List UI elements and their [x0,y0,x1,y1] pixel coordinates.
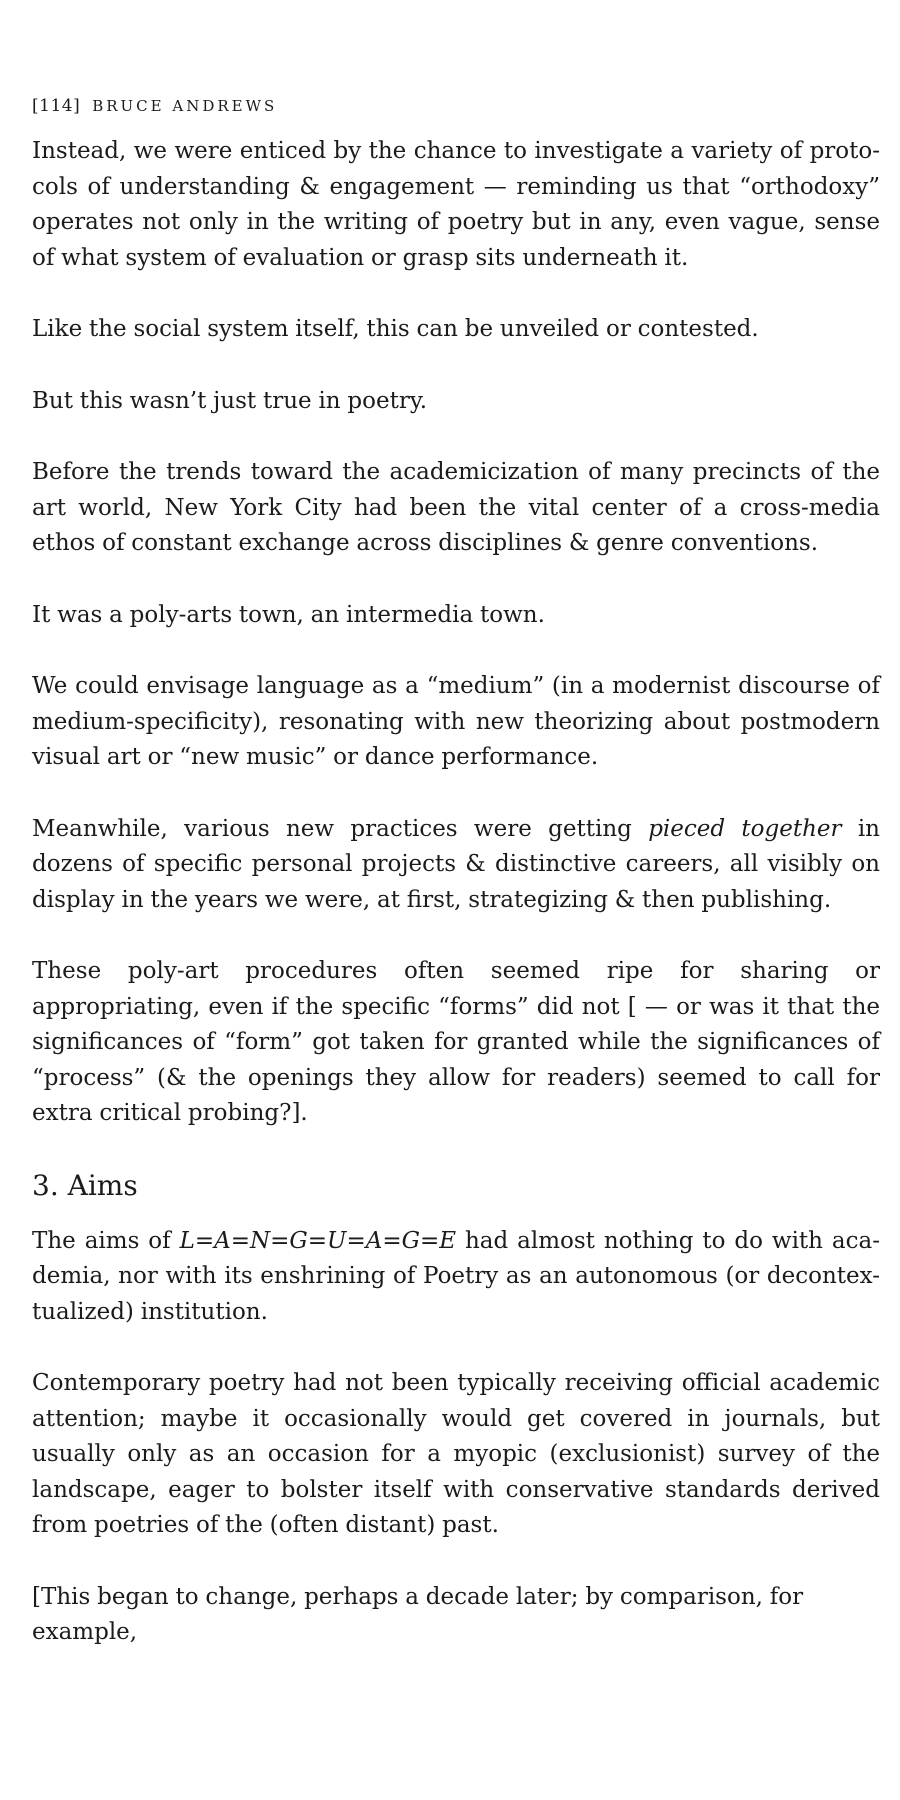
text-run: The aims of [32,1227,180,1254]
running-head [32,96,277,116]
paragraph-aims [32,1224,880,1331]
paragraph: Instead, we were enticed by the chance to investigate a variety of proto-cols of understanding & engagement — reminding us that “orthodoxy” operates not only in the writing of poetry but in any, even vague, sense of what system of evaluation or grasp sits underneath it. [32,138,880,271]
paragraph: We could envisage language as a “medium” (in a modernist discourse of medium-specificity), resonating with new theorizing about postmodern visual art or “new music” or dance performance. [32,673,880,770]
page-number: [114] [32,96,81,116]
paragraph: Like the social system itself, this can be unveiled or contested. [32,316,759,342]
paragraph-meanwhile [32,812,880,919]
paragraph: Contemporary poetry had not been typically receiving official academic attention; maybe it occasionally would get covered in journals, but usually only as an occasion for a myopic (exclusionist) survey of the landscape, eager to bolster itself with conservative standards derived from poetries of the (often distant) past. [32,1370,880,1538]
paragraph: Before the trends toward the academicization of many precincts of the art world, New York City had been the vital center of a cross-media ethos of constant exchange across disciplines & genre conventions. [32,459,880,556]
body-text [32,134,880,1687]
text-run: in dozens of specific personal projects & distinctive careers, all visibly on display in the years we were, at first, strategizing & then publishing. [32,815,880,913]
author-name: BRUCE ANDREWS [92,97,278,115]
text-run: had almost nothing to do with aca-demia, nor with its enshrining of Poetry as an autonomous (or decontex-tualized) institution. [32,1227,880,1325]
paragraph: These poly-art procedures often seemed ripe for sharing or appropriating, even if the specific “forms” did not [ — or was it that the significances of “form” got taken for granted while the significances of “process” (& the openings they allow for readers) seemed to call for extra critical probing?]. [32,958,880,1126]
text-run: Meanwhile, various new practices were getting [32,815,649,842]
journal-title: L=A=N=G=U=A=G=E [179,1227,457,1254]
paragraph: [This began to change, perhaps a decade later; by comparison, for example, [32,1583,804,1645]
paragraph: But this wasn’t just true in poetry. [32,387,428,414]
section-heading: 3. Aims [32,1168,138,1202]
paragraph: It was a poly-arts town, an intermedia town. [32,601,545,628]
italic-phrase: pieced together [648,815,842,842]
